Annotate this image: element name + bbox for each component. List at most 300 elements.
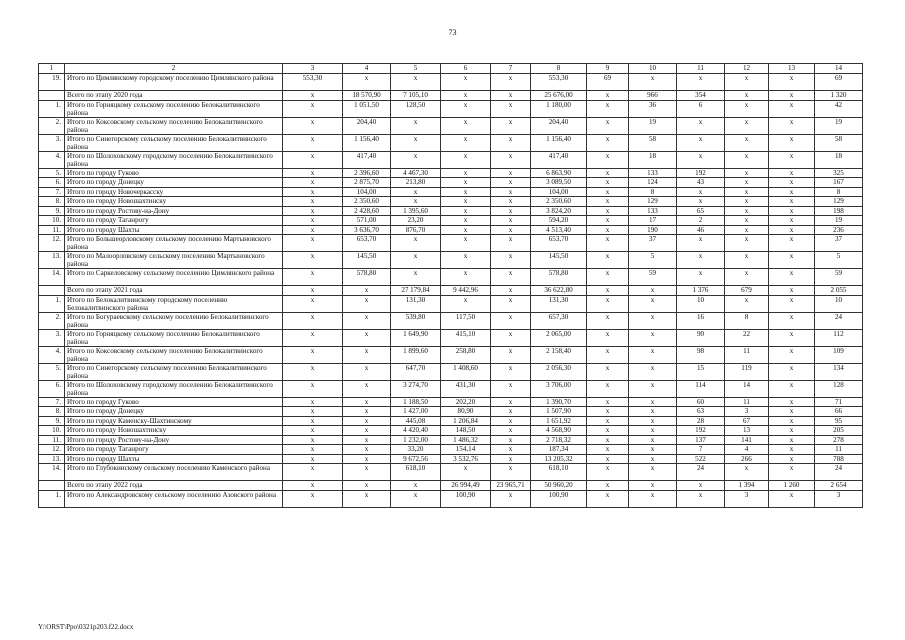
value-cell: 594,20 <box>531 216 587 226</box>
value-cell: 27 179,84 <box>391 286 441 296</box>
row-number-cell: 11. <box>39 225 65 235</box>
value-cell: x <box>629 416 677 426</box>
row-number-cell: 7. <box>39 187 65 197</box>
value-cell: 876,70 <box>391 225 441 235</box>
value-cell: x <box>283 151 343 168</box>
value-cell: x <box>725 252 769 269</box>
value-cell: x <box>769 445 815 455</box>
value-cell: x <box>587 225 629 235</box>
row-label-cell: Итого по городу Шахты <box>65 454 283 464</box>
value-cell: x <box>769 206 815 216</box>
header-cell: 10 <box>629 64 677 74</box>
value-cell: x <box>391 197 441 207</box>
value-cell: 131,30 <box>391 295 441 312</box>
value-cell: 2 350,60 <box>531 197 587 207</box>
value-cell: 578,80 <box>343 269 391 286</box>
value-cell: x <box>629 490 677 507</box>
value-cell: x <box>587 407 629 417</box>
row-label-cell: Всего по этапу 2022 года <box>65 481 283 491</box>
value-cell: x <box>491 397 531 407</box>
value-cell: 112 <box>815 329 863 346</box>
value-cell: x <box>629 346 677 363</box>
value-cell: x <box>343 445 391 455</box>
value-cell: 42 <box>815 100 863 117</box>
row-label-cell: Итого по городу Шахты <box>65 225 283 235</box>
value-cell: 3 824,20 <box>531 206 587 216</box>
value-cell: 3 <box>725 407 769 417</box>
value-cell: 354 <box>677 91 725 101</box>
table-row <box>39 481 863 491</box>
value-cell: x <box>283 216 343 226</box>
value-cell: 19 <box>815 216 863 226</box>
value-cell: 1 180,00 <box>531 100 587 117</box>
table-row <box>39 286 863 296</box>
row-number-cell: 8. <box>39 197 65 207</box>
value-cell: x <box>587 312 629 329</box>
table-row <box>39 168 863 178</box>
row-label-cell: Итого по Горняцкому сельскому поселению Белокалитвинского района <box>65 100 283 117</box>
value-cell: x <box>343 490 391 507</box>
header-cell: 2 <box>65 64 283 74</box>
value-cell: x <box>769 151 815 168</box>
value-cell: 539,80 <box>391 312 441 329</box>
value-cell: 2 065,00 <box>531 329 587 346</box>
value-cell: 133 <box>629 168 677 178</box>
value-cell: 213,80 <box>391 178 441 188</box>
row-label-cell: Всего по этапу 2021 года <box>65 286 283 296</box>
value-cell: 1 206,84 <box>441 416 491 426</box>
row-number-cell: 5. <box>39 363 65 380</box>
value-cell: x <box>491 197 531 207</box>
value-cell: 1 376 <box>677 286 725 296</box>
value-cell: x <box>725 269 769 286</box>
value-cell: x <box>283 235 343 252</box>
value-cell: x <box>441 206 491 216</box>
value-cell: x <box>769 416 815 426</box>
row-label-cell: Итого по городу Каменску-Шахтинскому <box>65 416 283 426</box>
value-cell: x <box>491 445 531 455</box>
value-cell: x <box>283 312 343 329</box>
value-cell: 445,08 <box>391 416 441 426</box>
value-cell: x <box>587 100 629 117</box>
value-cell: 1 507,90 <box>531 407 587 417</box>
value-cell: 100,90 <box>441 490 491 507</box>
value-cell: 23,20 <box>391 216 441 226</box>
value-cell: 59 <box>629 269 677 286</box>
value-cell: x <box>629 74 677 91</box>
value-cell: 4 513,40 <box>531 225 587 235</box>
row-label-cell: Итого по городу Ростову-на-Дону <box>65 206 283 216</box>
value-cell: 236 <box>815 225 863 235</box>
value-cell: x <box>725 187 769 197</box>
value-cell: 65 <box>677 206 725 216</box>
value-cell: x <box>769 363 815 380</box>
value-cell: x <box>769 454 815 464</box>
value-cell: 4 568,90 <box>531 426 587 436</box>
value-cell: x <box>441 252 491 269</box>
value-cell: x <box>491 490 531 507</box>
value-cell: 5 <box>629 252 677 269</box>
row-number-cell: 13. <box>39 454 65 464</box>
value-cell: 36 622,80 <box>531 286 587 296</box>
value-cell: 80,90 <box>441 407 491 417</box>
table-row <box>39 100 863 117</box>
value-cell: 8 <box>629 187 677 197</box>
row-number-cell: 14. <box>39 464 65 481</box>
value-cell: 1 394 <box>725 481 769 491</box>
value-cell: x <box>725 464 769 481</box>
value-cell: x <box>587 252 629 269</box>
row-number-cell <box>39 481 65 491</box>
value-cell: 1 260 <box>769 481 815 491</box>
value-cell: 66 <box>815 407 863 417</box>
value-cell: x <box>629 435 677 445</box>
value-cell: x <box>491 252 531 269</box>
value-cell: x <box>725 178 769 188</box>
table-row <box>39 187 863 197</box>
value-cell: 71 <box>815 397 863 407</box>
header-cell: 11 <box>677 64 725 74</box>
table-row <box>39 235 863 252</box>
value-cell: x <box>491 235 531 252</box>
value-cell: x <box>587 363 629 380</box>
value-cell: 679 <box>725 286 769 296</box>
value-cell: 1 232,00 <box>391 435 441 445</box>
value-cell: 6 863,90 <box>531 168 587 178</box>
value-cell: x <box>441 464 491 481</box>
value-cell: x <box>343 74 391 91</box>
value-cell: 2 055 <box>815 286 863 296</box>
value-cell: x <box>769 197 815 207</box>
value-cell: x <box>587 117 629 134</box>
row-label-cell: Итого по городу Новошахтинску <box>65 197 283 207</box>
value-cell: 128,50 <box>391 100 441 117</box>
value-cell: 10 <box>677 295 725 312</box>
value-cell: x <box>491 216 531 226</box>
value-cell: 202,20 <box>441 397 491 407</box>
value-cell: 4 <box>725 445 769 455</box>
value-cell: 104,00 <box>531 187 587 197</box>
value-cell: 16 <box>677 312 725 329</box>
row-label-cell: Итого по Александровскому сельскому поселению Азовского района <box>65 490 283 507</box>
value-cell: 67 <box>725 416 769 426</box>
value-cell: x <box>343 329 391 346</box>
value-cell: x <box>725 151 769 168</box>
row-number-cell: 6. <box>39 380 65 397</box>
row-number-cell: 14. <box>39 269 65 286</box>
value-cell: 415,10 <box>441 329 491 346</box>
row-label-cell: Итого по Синегорскому сельскому поселению Белокалитвинского района <box>65 134 283 151</box>
row-number-cell: 3. <box>39 329 65 346</box>
row-number-cell: 9. <box>39 416 65 426</box>
value-cell: 154,14 <box>441 445 491 455</box>
value-cell: x <box>769 74 815 91</box>
value-cell: x <box>677 269 725 286</box>
row-number-cell: 10. <box>39 426 65 436</box>
value-cell: x <box>491 134 531 151</box>
table-row <box>39 117 863 134</box>
value-cell: 7 <box>677 445 725 455</box>
value-cell: 50 960,20 <box>531 481 587 491</box>
value-cell: x <box>283 490 343 507</box>
table-row <box>39 178 863 188</box>
table-row <box>39 454 863 464</box>
table-row <box>39 397 863 407</box>
value-cell: x <box>587 134 629 151</box>
value-cell: x <box>769 286 815 296</box>
value-cell: x <box>283 346 343 363</box>
value-cell: x <box>587 426 629 436</box>
value-cell: x <box>491 435 531 445</box>
table-row <box>39 216 863 226</box>
value-cell: x <box>769 100 815 117</box>
value-cell: x <box>491 168 531 178</box>
table-row <box>39 197 863 207</box>
value-cell: x <box>725 197 769 207</box>
value-cell: x <box>441 235 491 252</box>
value-cell: 69 <box>587 74 629 91</box>
value-cell: x <box>343 397 391 407</box>
value-cell: x <box>283 206 343 216</box>
value-cell: x <box>725 206 769 216</box>
table-row <box>39 134 863 151</box>
value-cell: x <box>769 187 815 197</box>
value-cell: 1 395,60 <box>391 206 441 216</box>
table-row <box>39 435 863 445</box>
value-cell: 129 <box>629 197 677 207</box>
value-cell: x <box>391 235 441 252</box>
value-cell: x <box>587 295 629 312</box>
value-cell: x <box>441 117 491 134</box>
value-cell: 100,90 <box>531 490 587 507</box>
header-cell: 12 <box>725 64 769 74</box>
value-cell: 1 649,90 <box>391 329 441 346</box>
value-cell: 788 <box>815 454 863 464</box>
table-row <box>39 464 863 481</box>
value-cell: 18 <box>629 151 677 168</box>
value-cell: x <box>629 464 677 481</box>
value-cell: 18 570,90 <box>343 91 391 101</box>
value-cell: x <box>343 346 391 363</box>
value-cell: 58 <box>629 134 677 151</box>
value-cell: 17 <box>629 216 677 226</box>
value-cell: x <box>343 426 391 436</box>
value-cell: 133 <box>629 206 677 216</box>
header-cell: 3 <box>283 64 343 74</box>
value-cell: 28 <box>677 416 725 426</box>
value-cell: x <box>343 363 391 380</box>
header-cell: 8 <box>531 64 587 74</box>
row-number-cell: 12. <box>39 235 65 252</box>
value-cell: 3 089,50 <box>531 178 587 188</box>
value-cell: x <box>441 216 491 226</box>
value-cell: x <box>283 178 343 188</box>
value-cell: x <box>587 380 629 397</box>
value-cell: x <box>769 269 815 286</box>
value-cell: 2 428,60 <box>343 206 391 216</box>
value-cell: x <box>629 407 677 417</box>
value-cell: x <box>629 312 677 329</box>
value-cell: x <box>283 295 343 312</box>
value-cell: 2 718,32 <box>531 435 587 445</box>
value-cell: x <box>677 490 725 507</box>
value-cell: 145,50 <box>343 252 391 269</box>
header-cell: 5 <box>391 64 441 74</box>
value-cell: x <box>283 168 343 178</box>
value-cell: 117,50 <box>441 312 491 329</box>
table-row <box>39 74 863 91</box>
value-cell: 19 <box>815 117 863 134</box>
value-cell: 578,80 <box>531 269 587 286</box>
row-label-cell: Итого по Шолоховскому городскому поселению Белокалитвинского района <box>65 151 283 168</box>
value-cell: x <box>587 416 629 426</box>
row-label-cell: Итого по Большеорловскому сельскому поселению Мартыновского района <box>65 235 283 252</box>
value-cell: 1 188,50 <box>391 397 441 407</box>
value-cell: 198 <box>815 206 863 216</box>
value-cell: x <box>587 445 629 455</box>
row-label-cell: Итого по городу Гуково <box>65 397 283 407</box>
value-cell: x <box>283 117 343 134</box>
value-cell: 90 <box>677 329 725 346</box>
value-cell: x <box>769 464 815 481</box>
value-cell: x <box>491 454 531 464</box>
value-cell: x <box>677 117 725 134</box>
value-cell: x <box>769 435 815 445</box>
value-cell: x <box>587 481 629 491</box>
row-number-cell: 1. <box>39 100 65 117</box>
value-cell: x <box>587 346 629 363</box>
value-cell: x <box>491 206 531 216</box>
value-cell: 7 105,10 <box>391 91 441 101</box>
value-cell: x <box>283 481 343 491</box>
value-cell: x <box>283 407 343 417</box>
value-cell: x <box>283 225 343 235</box>
value-cell: x <box>587 235 629 252</box>
value-cell: x <box>491 346 531 363</box>
value-cell: x <box>283 416 343 426</box>
value-cell: x <box>587 286 629 296</box>
value-cell: x <box>391 151 441 168</box>
value-cell: 37 <box>815 235 863 252</box>
value-cell: 134 <box>815 363 863 380</box>
row-number-cell: 3. <box>39 134 65 151</box>
value-cell: 69 <box>815 74 863 91</box>
row-label-cell: Итого по Богураевскому сельскому поселению Белокалитвинского района <box>65 312 283 329</box>
value-cell: 18 <box>815 151 863 168</box>
row-label-cell: Итого по Коксовскому сельскому поселению Белокалитвинского района <box>65 117 283 134</box>
value-cell: x <box>491 117 531 134</box>
table-row <box>39 363 863 380</box>
value-cell: x <box>283 426 343 436</box>
value-cell: x <box>343 286 391 296</box>
value-cell: 14 <box>725 380 769 397</box>
value-cell: x <box>629 380 677 397</box>
value-cell: x <box>587 151 629 168</box>
value-cell: x <box>343 407 391 417</box>
value-cell: 647,70 <box>391 363 441 380</box>
value-cell: 325 <box>815 168 863 178</box>
value-cell: 3 <box>725 490 769 507</box>
value-cell: 10 <box>815 295 863 312</box>
row-number-cell: 11. <box>39 435 65 445</box>
value-cell: x <box>441 74 491 91</box>
value-cell: x <box>629 454 677 464</box>
header-cell: 13 <box>769 64 815 74</box>
value-cell: x <box>725 134 769 151</box>
value-cell: x <box>629 286 677 296</box>
value-cell: 119 <box>725 363 769 380</box>
value-cell: 33,20 <box>391 445 441 455</box>
value-cell: 9 442,96 <box>441 286 491 296</box>
value-cell: 522 <box>677 454 725 464</box>
value-cell: x <box>491 295 531 312</box>
value-cell: x <box>677 74 725 91</box>
row-number-cell: 9. <box>39 206 65 216</box>
value-cell: x <box>283 380 343 397</box>
table-row <box>39 252 863 269</box>
value-cell: x <box>677 187 725 197</box>
row-label-cell: Итого по Саркеловскому сельскому поселению Цимлянского района <box>65 269 283 286</box>
value-cell: x <box>769 380 815 397</box>
value-cell: x <box>629 426 677 436</box>
value-cell: 19 <box>629 117 677 134</box>
table-row <box>39 269 863 286</box>
value-cell: x <box>491 269 531 286</box>
value-cell: x <box>491 91 531 101</box>
row-label-cell: Всего по этапу 2020 года <box>65 91 283 101</box>
value-cell: 3 <box>815 490 863 507</box>
value-cell: 417,40 <box>343 151 391 168</box>
value-cell: 13 205,32 <box>531 454 587 464</box>
value-cell: x <box>769 397 815 407</box>
table-row <box>39 91 863 101</box>
value-cell: x <box>441 100 491 117</box>
value-cell: x <box>491 151 531 168</box>
value-cell: 141 <box>725 435 769 445</box>
value-cell: x <box>343 416 391 426</box>
value-cell: x <box>283 100 343 117</box>
row-number-cell: 4. <box>39 346 65 363</box>
row-number-cell: 8. <box>39 407 65 417</box>
value-cell: x <box>283 286 343 296</box>
value-cell: 1 320 <box>815 91 863 101</box>
value-cell: x <box>769 91 815 101</box>
value-cell: 3 636,70 <box>343 225 391 235</box>
value-cell: x <box>391 74 441 91</box>
value-cell: 618,10 <box>391 464 441 481</box>
value-cell: 128 <box>815 380 863 397</box>
value-cell: x <box>283 445 343 455</box>
value-cell: x <box>441 269 491 286</box>
row-number-cell: 5. <box>39 168 65 178</box>
value-cell: 3 706,00 <box>531 380 587 397</box>
value-cell: x <box>769 295 815 312</box>
value-cell: 43 <box>677 178 725 188</box>
value-cell: 204,40 <box>343 117 391 134</box>
value-cell: 58 <box>815 134 863 151</box>
value-cell: x <box>343 481 391 491</box>
value-cell: x <box>587 178 629 188</box>
value-cell: 13 <box>725 426 769 436</box>
row-label-cell: Итого по Малоорловскому сельскому поселению Мартыновского района <box>65 252 283 269</box>
value-cell: 1 486,32 <box>441 435 491 445</box>
table-header-row <box>39 64 863 74</box>
value-cell: 4 467,30 <box>391 168 441 178</box>
value-cell: x <box>769 407 815 417</box>
value-cell: 571,00 <box>343 216 391 226</box>
value-cell: 431,30 <box>441 380 491 397</box>
row-label-cell: Итого по городу Новошахтинску <box>65 426 283 436</box>
